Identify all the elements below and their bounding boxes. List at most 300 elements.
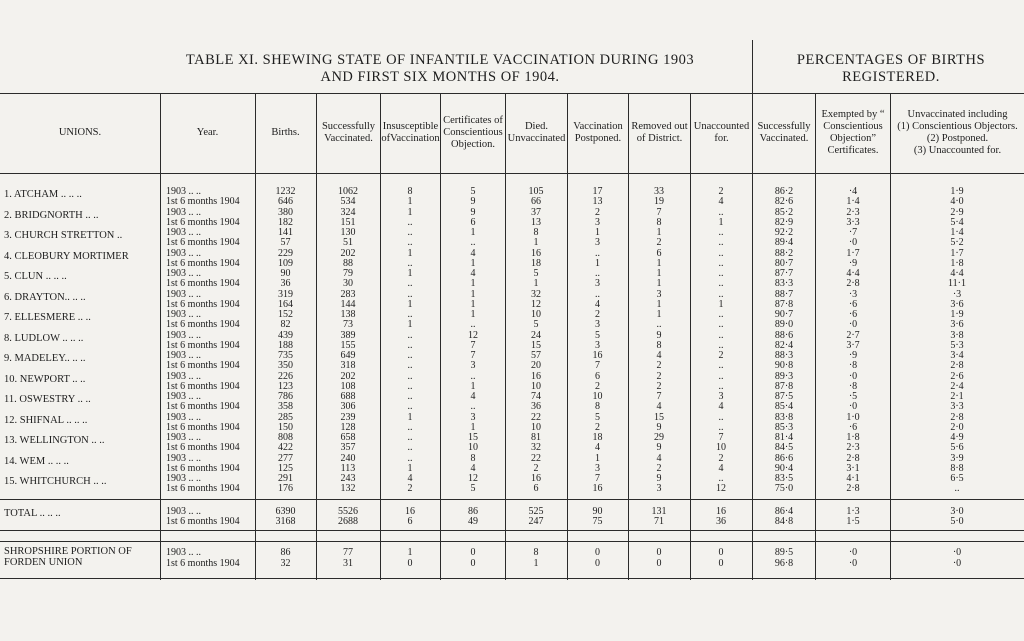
cell-pct-vaccinated: 92·2 bbox=[774, 227, 794, 238]
cell-year: 1903 .. .. bbox=[166, 329, 201, 341]
cell-died: 37 bbox=[531, 206, 541, 218]
cell-births: 1232 bbox=[275, 186, 296, 197]
cell-births: 277 bbox=[278, 452, 293, 464]
cell-vaccinated: 243 bbox=[340, 473, 356, 484]
cell-certificates: 1 bbox=[470, 298, 476, 310]
cell-pct-exempted: ·5 bbox=[848, 391, 858, 402]
cell-postponed: 6 bbox=[595, 370, 600, 382]
cell-postponed: 3 bbox=[595, 278, 600, 289]
cell-pct-unvaccinated: 5·2 bbox=[950, 237, 964, 248]
cell-insusceptible: .. bbox=[407, 360, 413, 371]
cell-pct-exempted: 1·4 bbox=[846, 196, 860, 207]
cell-births: 86 bbox=[280, 547, 291, 558]
cell-certificates: .. bbox=[470, 237, 476, 248]
cell-postponed: 90 bbox=[592, 506, 603, 517]
cell-pct-unvaccinated: 2·9 bbox=[950, 206, 964, 218]
cell-certificates: .. bbox=[470, 370, 476, 382]
cell-died: 36 bbox=[531, 401, 541, 412]
cell-postponed: 13 bbox=[592, 196, 603, 207]
header-pct-unvaccinated-line: (3) Unaccounted for. bbox=[913, 145, 1002, 156]
cell-postponed: 17 bbox=[592, 186, 603, 197]
cell-insusceptible: 2 bbox=[407, 483, 413, 494]
cell-pct-exempted: ·6 bbox=[848, 309, 858, 320]
cell-pct-exempted: 3·7 bbox=[846, 339, 860, 351]
cell-pct-unvaccinated: .. bbox=[954, 483, 960, 494]
cell-removed: 0 bbox=[656, 547, 662, 558]
cell-unaccounted: .. bbox=[718, 237, 724, 248]
cell-certificates: 8 bbox=[470, 452, 476, 464]
cell-births: 358 bbox=[278, 401, 293, 412]
cell-unaccounted: .. bbox=[718, 227, 724, 238]
cell-removed: 3 bbox=[656, 288, 662, 300]
cell-unaccounted: .. bbox=[718, 288, 724, 300]
union-name: 2. BRIDGNORTH .. .. bbox=[4, 209, 99, 221]
cell-insusceptible: .. bbox=[407, 257, 413, 269]
cell-pct-vaccinated: 82·6 bbox=[774, 196, 794, 207]
cell-postponed: 7 bbox=[595, 473, 600, 484]
cell-vaccinated: 318 bbox=[340, 360, 356, 371]
cell-year: 1903 .. .. bbox=[166, 350, 201, 361]
cell-postponed: 4 bbox=[595, 442, 600, 453]
cell-pct-exempted: ·3 bbox=[848, 288, 858, 300]
union-name: 3. CHURCH STRETTON .. bbox=[4, 230, 123, 241]
cell-unaccounted: 1 bbox=[718, 298, 724, 310]
cell-births: 150 bbox=[278, 421, 293, 433]
cell-pct-exempted: 4·1 bbox=[846, 473, 860, 484]
cell-died: 22 bbox=[531, 411, 541, 423]
cell-pct-exempted: 2·8 bbox=[846, 483, 860, 494]
header-insusceptible: Insusceptible ofVaccination bbox=[381, 121, 440, 144]
union-name: 10. NEWPORT .. .. bbox=[4, 373, 86, 385]
cell-pct-unvaccinated: 3·6 bbox=[950, 319, 964, 330]
cell-removed: 131 bbox=[651, 506, 667, 517]
cell-pct-unvaccinated: 2·6 bbox=[950, 370, 964, 382]
cell-insusceptible: .. bbox=[407, 216, 413, 228]
cell-pct-exempted: ·8 bbox=[848, 380, 858, 392]
cell-pct-vaccinated: 96·8 bbox=[774, 558, 794, 569]
cell-removed: 71 bbox=[654, 516, 664, 527]
cell-year: 1st 6 months 1904 bbox=[166, 196, 240, 207]
cell-certificates: 1 bbox=[470, 288, 476, 300]
cell-pct-vaccinated: 85·4 bbox=[774, 401, 794, 412]
cell-insusceptible: 16 bbox=[405, 506, 415, 517]
cell-pct-unvaccinated: 11·1 bbox=[948, 278, 966, 289]
cell-births: 291 bbox=[278, 473, 293, 484]
cell-vaccinated: 73 bbox=[343, 319, 353, 330]
union-name: 5. CLUN .. .. .. bbox=[4, 271, 67, 282]
total-label: TOTAL .. .. .. bbox=[4, 508, 61, 519]
cell-pct-unvaccinated: 1·4 bbox=[950, 227, 964, 238]
cell-removed: 15 bbox=[654, 411, 664, 423]
cell-pct-exempted: ·0 bbox=[848, 370, 858, 382]
cell-pct-exempted: 2·3 bbox=[846, 206, 860, 218]
cell-pct-unvaccinated: 5·4 bbox=[950, 216, 964, 228]
cell-postponed: 4 bbox=[595, 298, 600, 310]
cell-postponed: 0 bbox=[595, 558, 600, 569]
cell-pct-vaccinated: 75·0 bbox=[774, 483, 794, 494]
cell-unaccounted: .. bbox=[718, 268, 724, 279]
cell-pct-unvaccinated: 5·0 bbox=[950, 516, 964, 527]
cell-insusceptible: 1 bbox=[407, 462, 413, 474]
cell-year: 1st 6 months 1904 bbox=[166, 380, 240, 392]
header-certificates: Certificates of Conscientious Objection. bbox=[443, 115, 503, 150]
cell-births: 808 bbox=[278, 432, 293, 443]
cell-births: 380 bbox=[278, 206, 293, 218]
cell-insusceptible: 1 bbox=[407, 547, 413, 558]
cell-died: 105 bbox=[528, 186, 544, 197]
cell-pct-vaccinated: 88·2 bbox=[774, 247, 794, 259]
cell-pct-exempted: 3·1 bbox=[846, 462, 860, 474]
union-name: 9. MADELEY.. .. .. bbox=[4, 353, 86, 364]
header-pct-unvaccinated-line: (2) Postponed. bbox=[926, 133, 989, 144]
cell-vaccinated: 306 bbox=[340, 401, 356, 412]
cell-removed: 9 bbox=[656, 329, 662, 341]
cell-removed: 2 bbox=[656, 370, 662, 382]
cell-postponed: 16 bbox=[592, 483, 603, 494]
cell-certificates: 1 bbox=[470, 227, 476, 238]
cell-pct-unvaccinated: 3·8 bbox=[950, 329, 964, 341]
cell-year: 1st 6 months 1904 bbox=[166, 421, 240, 433]
cell-certificates: 1 bbox=[470, 421, 476, 433]
cell-certificates: 10 bbox=[468, 442, 478, 453]
cell-unaccounted: 10 bbox=[716, 442, 726, 453]
header-unions: UNIONS. bbox=[58, 127, 102, 138]
header-pct-vaccinated: Successfully Vaccinated. bbox=[757, 121, 811, 144]
cell-postponed: 10 bbox=[592, 391, 603, 402]
cell-postponed: 75 bbox=[592, 516, 603, 527]
cell-pct-exempted: ·0 bbox=[848, 401, 858, 412]
cell-pct-vaccinated: 83·8 bbox=[774, 411, 794, 423]
cell-unaccounted: .. bbox=[718, 329, 724, 341]
cell-pct-unvaccinated: 5·6 bbox=[950, 442, 964, 453]
cell-certificates: 1 bbox=[470, 278, 476, 289]
cell-postponed: 0 bbox=[595, 547, 600, 558]
cell-insusceptible: .. bbox=[407, 370, 413, 382]
forden-top-rule bbox=[0, 541, 1024, 542]
cell-postponed: 2 bbox=[595, 380, 600, 392]
cell-year: 1st 6 months 1904 bbox=[166, 278, 240, 289]
cell-births: 229 bbox=[278, 247, 293, 259]
cell-year: 1st 6 months 1904 bbox=[166, 360, 240, 371]
cell-insusceptible: 4 bbox=[407, 473, 413, 484]
cell-births: 439 bbox=[278, 329, 293, 341]
cell-pct-exempted: 3·3 bbox=[846, 216, 860, 228]
cell-vaccinated: 357 bbox=[340, 442, 356, 453]
percentages-title-line2: REGISTERED. bbox=[842, 69, 940, 85]
percentages-title-line1: PERCENTAGES OF BIRTHS bbox=[796, 52, 986, 68]
cell-insusceptible: .. bbox=[407, 237, 413, 248]
cell-postponed: .. bbox=[595, 268, 600, 279]
cell-died: 66 bbox=[531, 196, 541, 207]
cell-removed: 7 bbox=[656, 391, 662, 402]
cell-certificates: 7 bbox=[470, 339, 476, 351]
cell-removed: 2 bbox=[656, 380, 662, 392]
cell-postponed: 1 bbox=[595, 452, 600, 464]
cell-births: 735 bbox=[278, 350, 293, 361]
cell-certificates: 1 bbox=[470, 380, 476, 392]
cell-died: 81 bbox=[531, 432, 541, 443]
cell-births: 123 bbox=[278, 380, 293, 392]
cell-pct-vaccinated: 87·8 bbox=[774, 380, 794, 392]
cell-unaccounted: .. bbox=[718, 360, 724, 371]
cell-pct-exempted: ·6 bbox=[848, 421, 858, 433]
cell-pct-unvaccinated: 2·8 bbox=[950, 411, 964, 423]
cell-pct-exempted: ·0 bbox=[848, 547, 858, 558]
cell-vaccinated: 31 bbox=[343, 558, 353, 569]
cell-pct-vaccinated: 89·4 bbox=[774, 237, 794, 248]
forden-label-line1: SHROPSHIRE PORTION OF bbox=[4, 546, 132, 557]
cell-certificates: .. bbox=[470, 401, 476, 412]
union-name: 15. WHITCHURCH .. .. bbox=[4, 476, 107, 487]
cell-year: 1903 .. .. bbox=[166, 247, 201, 259]
cell-postponed: 3 bbox=[595, 216, 600, 228]
cell-pct-vaccinated: 89·0 bbox=[774, 319, 794, 330]
cell-removed: 6 bbox=[656, 247, 662, 259]
cell-pct-exempted: ·9 bbox=[848, 257, 858, 269]
cell-pct-exempted: ·4 bbox=[848, 186, 858, 197]
cell-removed: 1 bbox=[656, 298, 662, 310]
cell-insusceptible: 1 bbox=[407, 411, 413, 423]
cell-died: 20 bbox=[531, 360, 541, 371]
cell-pct-exempted: 1·5 bbox=[846, 516, 860, 527]
cell-died: 10 bbox=[531, 309, 541, 320]
cell-vaccinated: 283 bbox=[340, 288, 356, 300]
cell-year: 1903 .. .. bbox=[166, 186, 201, 197]
cell-certificates: 1 bbox=[470, 257, 476, 269]
cell-removed: 9 bbox=[656, 473, 662, 484]
cell-died: 525 bbox=[528, 506, 544, 517]
cell-pct-unvaccinated: 2·1 bbox=[950, 391, 964, 402]
cell-year: 1903 .. .. bbox=[166, 473, 201, 484]
cell-removed: 8 bbox=[656, 216, 662, 228]
union-name: 11. OSWESTRY .. .. bbox=[4, 394, 91, 405]
cell-pct-unvaccinated: 3·4 bbox=[950, 350, 964, 361]
cell-births: 164 bbox=[278, 298, 293, 310]
cell-insusceptible: .. bbox=[407, 442, 413, 453]
cell-insusceptible: .. bbox=[407, 350, 413, 361]
cell-pct-vaccinated: 88·6 bbox=[774, 329, 794, 341]
cell-postponed: 3 bbox=[595, 237, 600, 248]
cell-pct-vaccinated: 90·8 bbox=[774, 360, 794, 371]
cell-died: 5 bbox=[533, 319, 539, 330]
cell-certificates: 1 bbox=[470, 309, 476, 320]
cell-died: 5 bbox=[533, 268, 539, 279]
cell-insusceptible: .. bbox=[407, 432, 413, 443]
cell-unaccounted: .. bbox=[718, 473, 724, 484]
cell-pct-vaccinated: 85·2 bbox=[774, 206, 794, 218]
cell-removed: 1 bbox=[656, 268, 662, 279]
cell-pct-vaccinated: 89·5 bbox=[774, 547, 794, 558]
cell-unaccounted: .. bbox=[718, 309, 724, 320]
cell-died: 2 bbox=[533, 462, 539, 474]
cell-pct-exempted: 1·0 bbox=[846, 411, 860, 423]
cell-births: 6390 bbox=[275, 506, 296, 517]
cell-insusceptible: 1 bbox=[407, 268, 413, 279]
cell-vaccinated: 202 bbox=[340, 247, 356, 259]
cell-insusceptible: .. bbox=[407, 391, 413, 402]
cell-removed: 4 bbox=[656, 452, 662, 464]
cell-unaccounted: 4 bbox=[718, 196, 724, 207]
cell-vaccinated: 2688 bbox=[338, 516, 358, 527]
cell-births: 646 bbox=[278, 196, 293, 207]
cell-died: 10 bbox=[531, 380, 541, 392]
cell-births: 125 bbox=[278, 462, 293, 474]
cell-insusceptible: .. bbox=[407, 401, 413, 412]
cell-unaccounted: 4 bbox=[718, 401, 724, 412]
cell-postponed: 5 bbox=[595, 329, 600, 341]
cell-pct-vaccinated: 85·3 bbox=[774, 421, 794, 433]
cell-died: 15 bbox=[531, 339, 541, 351]
cell-vaccinated: 5526 bbox=[338, 506, 358, 517]
cell-pct-exempted: 4·4 bbox=[846, 268, 860, 279]
cell-pct-exempted: ·9 bbox=[848, 350, 858, 361]
cell-pct-exempted: ·7 bbox=[848, 227, 858, 238]
cell-pct-unvaccinated: ·0 bbox=[952, 547, 962, 558]
cell-postponed: 5 bbox=[595, 411, 600, 423]
cell-certificates: 5 bbox=[470, 483, 476, 494]
cell-removed: 19 bbox=[654, 196, 664, 207]
header-postponed: Vaccination Postponed. bbox=[573, 121, 623, 144]
cell-postponed: .. bbox=[595, 288, 600, 300]
cell-pct-vaccinated: 83·5 bbox=[774, 473, 794, 484]
cell-removed: 9 bbox=[656, 421, 662, 433]
cell-births: 786 bbox=[278, 391, 293, 402]
union-name: 1. ATCHAM .. .. .. bbox=[4, 189, 82, 200]
cell-pct-exempted: ·0 bbox=[848, 319, 858, 330]
cell-pct-unvaccinated: 1·7 bbox=[950, 247, 964, 259]
cell-insusceptible: .. bbox=[407, 309, 413, 320]
cell-births: 141 bbox=[278, 227, 293, 238]
cell-postponed: 1 bbox=[595, 257, 600, 269]
cell-insusceptible: 1 bbox=[407, 319, 413, 330]
cell-removed: 1 bbox=[656, 257, 662, 269]
cell-pct-vaccinated: 80·7 bbox=[774, 257, 794, 269]
cell-insusceptible: 8 bbox=[407, 186, 413, 197]
cell-certificates: 3 bbox=[470, 360, 476, 371]
cell-pct-unvaccinated: 1·9 bbox=[950, 186, 964, 197]
cell-pct-unvaccinated: 3·0 bbox=[950, 506, 964, 517]
cell-births: 90 bbox=[280, 268, 291, 279]
cell-vaccinated: 30 bbox=[343, 278, 353, 289]
total-top-rule bbox=[0, 499, 1024, 500]
header-pct-unvaccinated-line: Unvaccinated including bbox=[907, 109, 1008, 120]
cell-year: 1st 6 months 1904 bbox=[166, 558, 240, 569]
cell-pct-exempted: ·0 bbox=[848, 558, 858, 569]
cell-pct-vaccinated: 81·4 bbox=[774, 432, 794, 443]
header-unaccounted: Unaccounted for. bbox=[693, 121, 750, 144]
cell-vaccinated: 79 bbox=[343, 268, 353, 279]
cell-certificates: 9 bbox=[470, 196, 476, 207]
cell-vaccinated: 108 bbox=[340, 380, 356, 392]
cell-unaccounted: 4 bbox=[718, 462, 724, 474]
cell-pct-unvaccinated: 2·8 bbox=[950, 360, 964, 371]
cell-pct-exempted: 2·8 bbox=[846, 452, 860, 464]
cell-year: 1903 .. .. bbox=[166, 391, 201, 402]
cell-pct-unvaccinated: 1·9 bbox=[950, 309, 964, 320]
cell-postponed: 8 bbox=[595, 401, 600, 412]
cell-births: 226 bbox=[278, 370, 293, 382]
cell-pct-vaccinated: 90·7 bbox=[774, 309, 794, 320]
cell-unaccounted: 2 bbox=[718, 186, 724, 197]
cell-postponed: 18 bbox=[592, 432, 603, 443]
cell-unaccounted: 2 bbox=[718, 350, 724, 361]
cell-year: 1903 .. .. bbox=[166, 288, 201, 300]
cell-vaccinated: 130 bbox=[340, 227, 356, 238]
cell-died: 6 bbox=[533, 483, 539, 494]
cell-pct-vaccinated: 87·8 bbox=[774, 298, 794, 310]
cell-year: 1st 6 months 1904 bbox=[166, 516, 240, 527]
cell-pct-unvaccinated: 4·4 bbox=[950, 268, 964, 279]
table-title bbox=[150, 52, 730, 86]
cell-year: 1903 .. .. bbox=[166, 268, 201, 279]
cell-vaccinated: 239 bbox=[340, 411, 356, 423]
cell-insusceptible: .. bbox=[407, 380, 413, 392]
cell-unaccounted: .. bbox=[718, 411, 724, 423]
union-name: 4. CLEOBURY MORTIMER bbox=[4, 250, 129, 262]
cell-certificates: 5 bbox=[470, 186, 476, 197]
cell-pct-vaccinated: 83·3 bbox=[774, 278, 794, 289]
cell-postponed: 1 bbox=[595, 227, 600, 238]
cell-births: 109 bbox=[278, 257, 293, 269]
cell-year: 1903 .. .. bbox=[166, 370, 201, 382]
cell-insusceptible: 1 bbox=[407, 206, 413, 218]
cell-births: 36 bbox=[280, 278, 291, 289]
cell-pct-vaccinated: 88·3 bbox=[774, 350, 794, 361]
cell-pct-vaccinated: 86·6 bbox=[774, 452, 794, 464]
cell-vaccinated: 144 bbox=[340, 298, 356, 310]
cell-pct-vaccinated: 86·4 bbox=[774, 506, 794, 517]
cell-vaccinated: 151 bbox=[340, 216, 356, 228]
cell-died: 32 bbox=[531, 288, 541, 300]
total-bottom-rule bbox=[0, 530, 1024, 531]
cell-pct-exempted: 1·3 bbox=[846, 506, 860, 517]
union-name: 6. DRAYTON.. .. .. bbox=[4, 291, 86, 303]
cell-certificates: 0 bbox=[470, 547, 476, 558]
cell-certificates: 12 bbox=[468, 473, 478, 484]
cell-died: 1 bbox=[533, 558, 539, 569]
cell-unaccounted: 2 bbox=[718, 452, 724, 464]
cell-removed: 1 bbox=[656, 309, 662, 320]
cell-pct-exempted: 1·7 bbox=[846, 247, 860, 259]
cell-year: 1903 .. .. bbox=[166, 547, 201, 558]
cell-year: 1st 6 months 1904 bbox=[166, 237, 240, 248]
cell-pct-unvaccinated: 4·9 bbox=[950, 432, 964, 443]
cell-postponed: 3 bbox=[595, 339, 600, 351]
cell-pct-unvaccinated: 2·0 bbox=[950, 421, 964, 433]
cell-removed: 2 bbox=[656, 237, 662, 248]
cell-pct-vaccinated: 82·4 bbox=[774, 339, 794, 351]
cell-removed: .. bbox=[656, 319, 662, 330]
cell-vaccinated: 128 bbox=[340, 421, 356, 433]
cell-year: 1st 6 months 1904 bbox=[166, 216, 240, 228]
cell-vaccinated: 649 bbox=[340, 350, 356, 361]
header-removed: Removed out of District. bbox=[631, 121, 688, 144]
cell-certificates: 4 bbox=[470, 462, 476, 474]
header-died: Died. Unvaccinated bbox=[507, 121, 566, 144]
cell-unaccounted: 1 bbox=[718, 216, 724, 228]
cell-year: 1st 6 months 1904 bbox=[166, 298, 240, 310]
cell-unaccounted: .. bbox=[718, 421, 724, 433]
cell-vaccinated: 202 bbox=[340, 370, 356, 382]
forden-bottom-rule bbox=[0, 578, 1024, 579]
cell-certificates: 3 bbox=[470, 411, 476, 423]
cell-died: 1 bbox=[533, 278, 539, 289]
cell-births: 319 bbox=[278, 288, 293, 300]
cell-insusceptible: .. bbox=[407, 288, 413, 300]
table-title-line1: TABLE XI. SHEWING STATE OF INFANTILE VACCINATION DURING 1903 bbox=[185, 52, 695, 68]
cell-vaccinated: 155 bbox=[340, 339, 356, 351]
cell-insusceptible: .. bbox=[407, 329, 413, 341]
